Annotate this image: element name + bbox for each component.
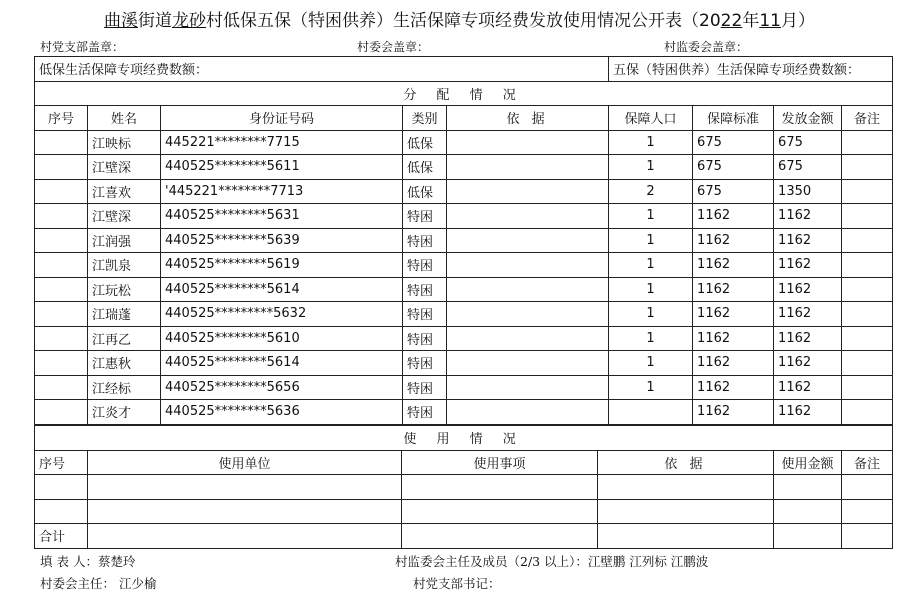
- cell-standard: 1162: [693, 400, 774, 425]
- cell-remark: [842, 130, 893, 155]
- table-row: [35, 130, 893, 155]
- wubao-amount-label: 五保（特困供养）生活保障专项经费数额：: [609, 57, 893, 82]
- table-row: [35, 179, 893, 204]
- cell-amount: 675: [774, 155, 842, 180]
- header-standard: 保障标准: [693, 106, 774, 131]
- cell-category: 特困: [403, 228, 447, 253]
- usage-section-title: 使 用 情 况: [35, 426, 893, 451]
- usage-total-row: [35, 524, 893, 549]
- cell-remark: [842, 155, 893, 180]
- usage-header-amount: 使用金额: [774, 450, 842, 475]
- cell-standard: 675: [693, 179, 774, 204]
- cell-id: 440525********5614: [161, 277, 403, 302]
- usage-table: [34, 425, 893, 549]
- cell-population: 1: [609, 130, 693, 155]
- cell-id: 440525********5636: [161, 400, 403, 425]
- cell-remark: [842, 253, 893, 278]
- cell-basis: [447, 351, 609, 376]
- cell-remark: [842, 179, 893, 204]
- cell-id: 440525********5611: [161, 155, 403, 180]
- table-row: [35, 351, 893, 376]
- title-town: 曲溪: [104, 11, 139, 31]
- usage-header-remark: 备注: [842, 450, 893, 475]
- dibao-amount-label: 低保生活保障专项经费数额：: [35, 57, 609, 82]
- cell-standard: 675: [693, 155, 774, 180]
- cell-no: [35, 130, 88, 155]
- cell-amount: 675: [774, 130, 842, 155]
- cell-population: 1: [609, 228, 693, 253]
- cell-name: 江壁深: [88, 155, 161, 180]
- cell-basis: [447, 155, 609, 180]
- cell-id: 440525********5610: [161, 326, 403, 351]
- cell-id: 440525********5639: [161, 228, 403, 253]
- cell-no: [35, 277, 88, 302]
- title-street: 街道: [138, 11, 173, 31]
- table-row: [35, 375, 893, 400]
- cell-id: 440525********5656: [161, 375, 403, 400]
- cell-remark: [842, 351, 893, 376]
- cell-category: 特困: [403, 351, 447, 376]
- cell-basis: [447, 204, 609, 229]
- cell-name: 江喜欢: [88, 179, 161, 204]
- title-year: 22: [720, 11, 743, 31]
- supervision-stamp-label: 村监委会盖章：: [664, 40, 749, 54]
- cell-population: 1: [609, 253, 693, 278]
- cell-amount: 1162: [774, 277, 842, 302]
- title-village: 龙砂: [172, 11, 207, 31]
- cell-no: [35, 302, 88, 327]
- cell-population: 1: [609, 155, 693, 180]
- table-row: [35, 277, 893, 302]
- cell-no: [35, 326, 88, 351]
- cell-name: 江炎才: [88, 400, 161, 425]
- distribution-section-title: 分 配 情 况: [35, 81, 893, 106]
- usage-header-basis: 依 据: [598, 450, 774, 475]
- cell-no: [35, 155, 88, 180]
- usage-header-matter: 使用事项: [402, 450, 598, 475]
- cell-name: 江壁深: [88, 204, 161, 229]
- usage-section-row: [35, 426, 893, 451]
- cell-name: 江瑞蓬: [88, 302, 161, 327]
- usage-header-unit: 使用单位: [88, 450, 402, 475]
- cell-no: [35, 351, 88, 376]
- cell-category: 特困: [403, 253, 447, 278]
- cell-amount: 1162: [774, 326, 842, 351]
- table-row: [35, 155, 893, 180]
- cell-name: 江凯泉: [88, 253, 161, 278]
- title-month-label: 月）: [780, 11, 815, 31]
- cell-basis: [447, 179, 609, 204]
- supervisors-label: 村监委会主任及成员（2/3 以上）：江壁鹏 江列标 江鹏波: [395, 554, 709, 569]
- cell-basis: [447, 228, 609, 253]
- cell-amount: 1162: [774, 400, 842, 425]
- cell-id: 440525********5631: [161, 204, 403, 229]
- cell-population: 1: [609, 302, 693, 327]
- cell-population: 1: [609, 375, 693, 400]
- header-remark: 备注: [842, 106, 893, 131]
- cell-no: [35, 375, 88, 400]
- cell-standard: 1162: [693, 302, 774, 327]
- distribution-section-row: [35, 81, 893, 106]
- page-title: [0, 6, 919, 31]
- cell-amount: 1162: [774, 375, 842, 400]
- cell-remark: [842, 400, 893, 425]
- title-main: 村低保五保（特困供养）生活保障专项经费发放使用情况公开表（20: [206, 11, 721, 31]
- secretary-label: 村党支部书记：: [413, 576, 501, 591]
- director-label: 村委会主任： 江少榆: [40, 576, 157, 591]
- cell-population: 1: [609, 204, 693, 229]
- cell-no: [35, 253, 88, 278]
- cell-basis: [447, 277, 609, 302]
- header-category: 类别: [403, 106, 447, 131]
- cell-category: 特困: [403, 302, 447, 327]
- table-row: [35, 228, 893, 253]
- cell-id: 440525*********5632: [161, 302, 403, 327]
- cell-name: 江经标: [88, 375, 161, 400]
- stamp-row: [0, 38, 919, 54]
- header-no: 序号: [35, 106, 88, 131]
- header-population: 保障人口: [609, 106, 693, 131]
- cell-id: 440525********5619: [161, 253, 403, 278]
- usage-header-no: 序号: [35, 450, 88, 475]
- cell-population: 2: [609, 179, 693, 204]
- distribution-header-row: [35, 106, 893, 131]
- cell-name: 江惠秋: [88, 351, 161, 376]
- table-row: [35, 204, 893, 229]
- cell-no: [35, 179, 88, 204]
- cell-basis: [447, 400, 609, 425]
- table-row: [35, 400, 893, 425]
- cell-remark: [842, 326, 893, 351]
- filler-label: 填 表 人：蔡楚玲: [40, 554, 136, 569]
- cell-no: [35, 228, 88, 253]
- cell-standard: 1162: [693, 277, 774, 302]
- cell-amount: 1350: [774, 179, 842, 204]
- cell-standard: 1162: [693, 351, 774, 376]
- cell-standard: 1162: [693, 326, 774, 351]
- cell-population: 1: [609, 277, 693, 302]
- cell-standard: 1162: [693, 253, 774, 278]
- cell-basis: [447, 302, 609, 327]
- cell-population: [609, 400, 693, 425]
- cell-category: 特困: [403, 400, 447, 425]
- cell-category: 低保: [403, 155, 447, 180]
- cell-name: 江玩松: [88, 277, 161, 302]
- cell-name: 江润强: [88, 228, 161, 253]
- cell-remark: [842, 228, 893, 253]
- title-month: 11: [759, 11, 781, 31]
- cell-category: 低保: [403, 179, 447, 204]
- cell-standard: 1162: [693, 204, 774, 229]
- cell-amount: 1162: [774, 351, 842, 376]
- cell-basis: [447, 326, 609, 351]
- usage-header-row: [35, 450, 893, 475]
- cell-category: 特困: [403, 375, 447, 400]
- total-label: 合计: [35, 524, 88, 549]
- cell-amount: 1162: [774, 302, 842, 327]
- cell-remark: [842, 277, 893, 302]
- cell-standard: 1162: [693, 228, 774, 253]
- header-id: 身份证号码: [161, 106, 403, 131]
- cell-remark: [842, 204, 893, 229]
- cell-id: 445221********7715: [161, 130, 403, 155]
- cell-category: 特困: [403, 326, 447, 351]
- cell-id: 440525********5614: [161, 351, 403, 376]
- cell-amount: 1162: [774, 228, 842, 253]
- cell-population: 1: [609, 326, 693, 351]
- party-stamp-label: 村党支部盖章：: [40, 40, 125, 54]
- cell-name: 江映标: [88, 130, 161, 155]
- cell-name: 江再乙: [88, 326, 161, 351]
- cell-category: 低保: [403, 130, 447, 155]
- header-amount: 发放金额: [774, 106, 842, 131]
- cell-no: [35, 204, 88, 229]
- title-year-label: 年: [742, 11, 760, 31]
- cell-standard: 1162: [693, 375, 774, 400]
- cell-id: '445221********7713: [161, 179, 403, 204]
- cell-amount: 1162: [774, 204, 842, 229]
- table-row: [35, 326, 893, 351]
- cell-basis: [447, 253, 609, 278]
- cell-amount: 1162: [774, 253, 842, 278]
- committee-stamp-label: 村委会盖章：: [357, 40, 430, 54]
- table-row: [35, 302, 893, 327]
- cell-population: 1: [609, 351, 693, 376]
- cell-no: [35, 400, 88, 425]
- cell-remark: [842, 302, 893, 327]
- distribution-table: [34, 56, 893, 425]
- usage-empty-row: [35, 475, 893, 500]
- cell-category: 特困: [403, 277, 447, 302]
- usage-empty-row: [35, 499, 893, 524]
- header-basis: 依 据: [447, 106, 609, 131]
- summary-row: [35, 57, 893, 82]
- cell-basis: [447, 375, 609, 400]
- cell-remark: [842, 375, 893, 400]
- cell-category: 特困: [403, 204, 447, 229]
- header-name: 姓名: [88, 106, 161, 131]
- cell-basis: [447, 130, 609, 155]
- cell-standard: 675: [693, 130, 774, 155]
- table-row: [35, 253, 893, 278]
